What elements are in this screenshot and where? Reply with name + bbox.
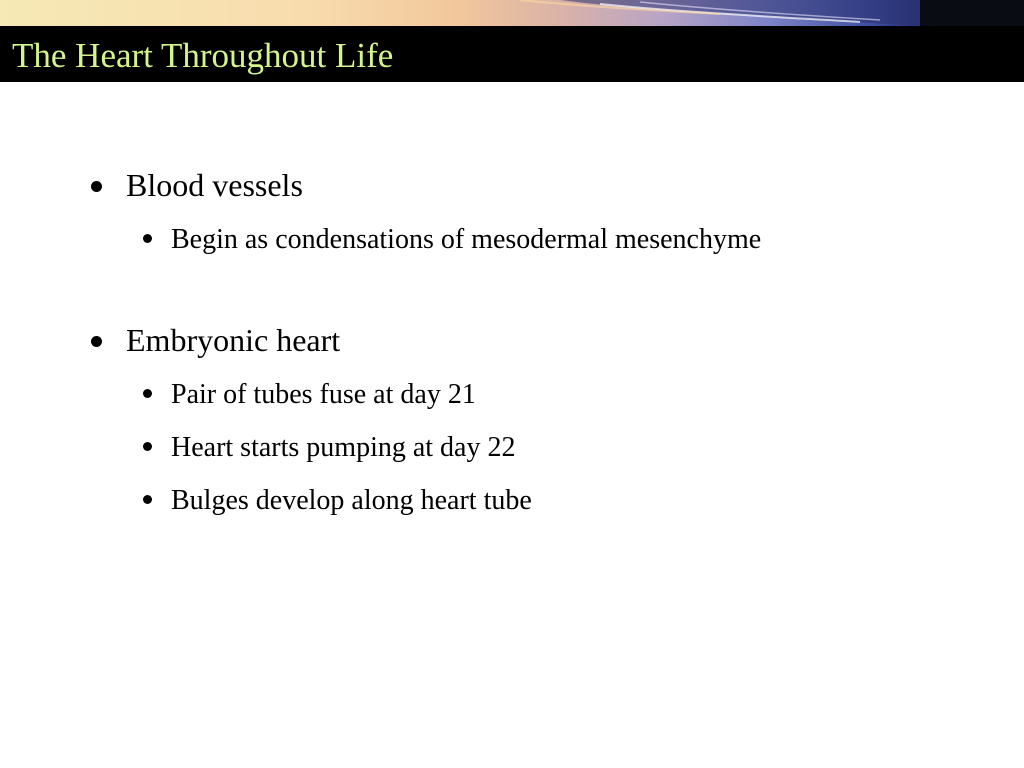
sub-bullet-text: Bulges develop along heart tube (171, 485, 532, 516)
sub-bullet-dot-icon (143, 389, 152, 398)
sub-bullet-dot-icon (143, 234, 152, 243)
sub-bullet-dot-icon (143, 442, 152, 451)
sub-bullet-dot-icon (143, 495, 152, 504)
bullet-dot-icon (91, 336, 102, 347)
bullet-dot-icon (91, 181, 102, 192)
slide-title: The Heart Throughout Life (12, 36, 394, 75)
sub-bullet-text: Heart starts pumping at day 22 (171, 432, 516, 463)
bullet-text: Blood vessels (126, 167, 303, 203)
sub-bullet-text: Pair of tubes fuse at day 21 (171, 379, 476, 410)
bullet-text: Embryonic heart (126, 322, 341, 358)
sub-bullet-text: Begin as condensations of mesodermal mesenchyme (171, 224, 762, 255)
